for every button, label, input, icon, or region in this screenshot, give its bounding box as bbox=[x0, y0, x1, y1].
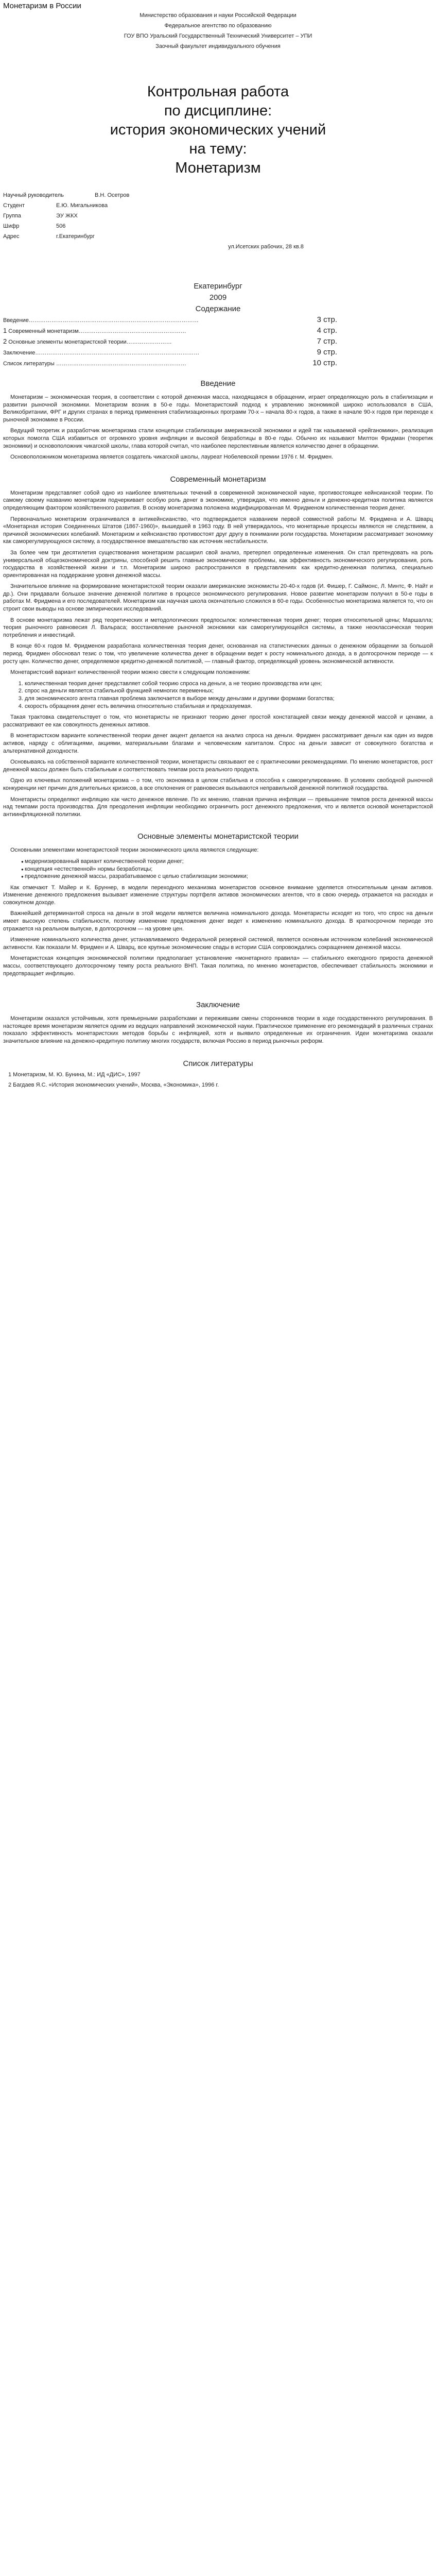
toc-row[interactable] bbox=[3, 336, 433, 347]
modern-paragraph: Монетаристы определяют инфляцию как чисто денежное явление. По их мнению, главная причина инфляции — превышение темпов роста денежной массы над темпами роста производства. Для преодоления инфляции необходимо ограничить рост денежного предложения, что и является основой монетаристской антиинфляционной политики. bbox=[3, 796, 433, 818]
toc-row[interactable] bbox=[3, 358, 433, 369]
toc-label: Заключение…………………………………………………………………………… bbox=[3, 350, 200, 356]
list-item: 3. для экономического агента главная проблема заключается в выборе между деньгами и другими формами богатства; bbox=[25, 695, 433, 703]
literature-list bbox=[0, 1070, 436, 1090]
toc-page: 10 стр. bbox=[312, 359, 337, 367]
toc-number: 1 bbox=[3, 327, 7, 334]
university-line: ГОУ ВПО Уральский Государственный Технический Университет – УПИ bbox=[124, 33, 312, 39]
agency-line: Федеральное агентство по образованию bbox=[164, 23, 272, 29]
address-line: ул.Исетских рабочих, 28 кв.8 bbox=[228, 244, 304, 250]
page-title: Монетаризм в России bbox=[3, 2, 81, 10]
list-item: 4. скорость обращения денег есть величина относительно стабильная и предсказуемая. bbox=[25, 703, 433, 710]
toc-row[interactable] bbox=[3, 326, 433, 336]
toc-label: Список литературы …………………………………………………………… bbox=[3, 361, 186, 367]
toc-label: Основные элементы монетаристской теории…………………… bbox=[8, 339, 172, 345]
list-item: 1. количественная теория денег представляет собой теорию спроса на деньги, а не теорию производства или цен; bbox=[25, 680, 433, 688]
info-value: Е.Ю. Мигальникова bbox=[56, 202, 108, 209]
info-key: Шифр bbox=[3, 223, 20, 229]
toc-number: 2 bbox=[3, 337, 7, 345]
modern-paragraph: Основываясь на собственной варианте количественной теории, монетаристы связывают ее с практическими рекомендациями. По мнению монетаристов, рост денежной массы должен быть стабильным и соответствовать темпам роста реального продукта. bbox=[3, 759, 433, 773]
info-row bbox=[3, 200, 436, 211]
list-item: • концепция «естественной» нормы безработицы; bbox=[25, 866, 433, 873]
elements-paragraph: Монетаристская концепция экономической политики предполагает установление «монетарного правила» — стабильного ежегодного прироста денежной массы, соответствующего долгосрочному темпу роста реального ВНП. Такая политика, по мнению монетаристов, обеспечивает стабильность экономики и предотвращает инфляцию. bbox=[3, 955, 433, 977]
info-value: В.Н. Осетров bbox=[95, 192, 130, 198]
section-heading-literature: Список литературы bbox=[183, 1059, 253, 1068]
modern-paragraph: За более чем три десятилетия существования монетаризм расширил свой анализ, претерпел определенные изменения. Он стал претендовать на роль универсальной общеэкономической доктрины, способной решить главные экономические проблемы, как эффективность экономического регулирования, роль государства в хозяйственной жизни и т.п. Монетаризм широко распространился в представлениях как кредитно-денежная политика, специально ориентированная на поддержание уровня денежной массы. bbox=[3, 549, 433, 579]
list-item: • предложение денежной массы, разрабатываемое с целью стабилизации экономики; bbox=[25, 873, 433, 880]
city-label: Екатеринбург bbox=[194, 282, 242, 291]
list-item: 2. спрос на деньги является стабильной функцией немногих переменных; bbox=[25, 687, 433, 695]
toc-row[interactable] bbox=[3, 315, 433, 326]
toc-row[interactable] bbox=[3, 347, 433, 358]
elements-intro: Основными элементами монетаристской теории экономического цикла являются следующие: bbox=[10, 847, 259, 854]
toc-label: Современный монетаризм………………………………………………… bbox=[8, 328, 186, 334]
table-of-contents bbox=[0, 315, 436, 369]
section-heading-elements: Основные элементы монетаристской теории bbox=[137, 832, 299, 841]
modern-paragraph: В конце 60-х годов М. Фридменом разработана количественная теория денег, основанная на статистических данных о денежном обращении за большой период. Фридмен обосновал тезис о том, что увеличение количества денег в обращении ведет к росту номинального дохода, а в долгосрочном периоде — к росту цен. Количество денег, определяемое кредитно-денежной политикой, — главный фактор, определяющий уровень экономической активности. bbox=[3, 643, 433, 665]
toc-heading: Содержание bbox=[195, 304, 241, 313]
work-title-line: история экономических учений bbox=[110, 122, 326, 138]
toc-page: 7 стр. bbox=[317, 337, 337, 346]
intro-paragraph: Ведущий теоретик и разработчик монетаризма стали концепции стабилизации американской экономики и идей так называемой «рейганомики», реализация которых помогла США избавиться от огромного уровня инфляции и высокой безработицы в 80-е годы. Обычно их называют Милтон Фридман (теоретик экономики) и основоположник чикагской школы, глава которой считал, что наиболее перспективным является количество денег в обращении. bbox=[3, 428, 433, 449]
info-row bbox=[3, 221, 436, 231]
literature-item: 1 Монетаризм, М. Ю. Бунина, М.: ИД «ДИС», 1997 bbox=[8, 1071, 141, 1078]
info-key: Адрес bbox=[3, 233, 20, 240]
modern-paragraph: В основе монетаризма лежат ряд теоретических и методологических предпосылок: количественная теория денег; теория относительной цены; Маршалла; теория рыночного равновесия Л. Вальраса; восстановление рыночной экономики как саморегулирующейся системы, а также неоклассическая теория потребления и инвестиций. bbox=[3, 617, 433, 638]
literature-item: 2 Багдаев Я.С. «История экономических учений», Москва, «Экономика», 1996 г. bbox=[8, 1081, 219, 1088]
section-heading-intro: Введение bbox=[200, 379, 236, 388]
modern-paragraph: Значительное влияние на формирование монетаристской теории оказали американские экономисты 20-40-х годов (И. Фишер, Г. Саймонс, Л. Минтс, Ф. Найт и др.). Они придавали большое значение денежной политике в процессе экономического регулирования. Новое развитие монетаризм получил в 50-е годы в работах М. Фридмена и его последователей. Монетаризм как научная школа окончательно сложился в 60-е годы. Особенностью монетаризма является то, что он строит свои выводы на основе эмпирических исследований. bbox=[3, 583, 433, 613]
conclusion-paragraph: Монетаризм оказался устойчивым, хотя премьерными разработками и пережившим смены сторонников теории в ходе государственного регулирования. В настоящее время монетаризм является одним из ведущих направлений экономической науки. Практическое применение его рекомендаций в различных странах показало эффективность монетаристских методов борьбы с инфляцией, хотя и выявило определенные их ограничения. Идеи монетаризма оказали значительное влияние на денежно-кредитную политику многих государств, включая Россию в период рыночных реформ. bbox=[3, 1015, 433, 1044]
list-item: • модернизированный вариант количественной теории денег; bbox=[25, 858, 433, 866]
info-value: г.Екатеринбург bbox=[56, 233, 95, 240]
toc-page: 4 стр. bbox=[317, 326, 337, 335]
ministry-line: Министерство образования и науки Российской Федерации bbox=[139, 12, 297, 19]
info-key: Группа bbox=[3, 213, 21, 219]
info-value: 506 bbox=[56, 223, 66, 229]
intro-paragraph: Основоположником монетаризма является создатель чикагской школы, лауреат Нобелевской премии 1976 г. М. Фридмен. bbox=[10, 454, 334, 461]
info-key: Студент bbox=[3, 202, 25, 209]
work-title-line: Монетаризм bbox=[175, 160, 261, 176]
modern-paragraph: Первоначально монетаризм ограничивался в антикейнсианство, что подтверждается названием первой совместной работы М. Фридмена и А. Шварц «Монетарная история Соединенных Штатов (1867-1960)», вышедшей в 1963 году. В ней утверждалось, что монетарные процессы являются не следствием, а причиной экономических колебаний. Монетаризм и кейнсианство противостоят друг другу в понимании роли государства. Монетаризм рассматривает экономику как саморегулирующуюся систему, а государственное вмешательство как источник нестабильности. bbox=[3, 516, 433, 545]
info-row bbox=[3, 190, 436, 200]
elements-list bbox=[0, 858, 436, 880]
modern-paragraph: Такая трактовка свидетельствует о том, что монетаристы не признают теорию денег простой констатацией связи между денежной массой и ценами, а рассматривают ее как совокупность денежных активов. bbox=[3, 714, 433, 728]
elements-paragraph: Важнейшей детерминантой спроса на деньги в этой модели является величина номинального дохода. Монетаристы исходят из того, что спрос на деньги имеет высокую степень стабильности, поэтому изменение предложения денег ведет к изменению номинального дохода. В краткосрочном периоде это отражается на реальном выпуске, в долгосрочном — на уровне цен. bbox=[3, 910, 433, 932]
year-label: 2009 bbox=[209, 293, 227, 302]
modern-paragraph: Одно из ключевых положений монетаризма – о том, что экономика в целом стабильна и способна к саморегулированию. В условиях свободной рыночной конкуренции нет причин для длительных кризисов, а все отклонения от равновесия вызываются неправильной денежной политикой государства. bbox=[3, 777, 433, 791]
work-title-line: на тему: bbox=[189, 141, 247, 157]
elements-paragraph: Изменение номинального количества денег, устанавливаемого Федеральной резервной системой, является основным источником колебаний экономической активности. Как показали М. Фридмен и А. Шварц, все крупные экономические спады в истории США сопровождались сокращением денежной массы. bbox=[3, 937, 433, 951]
author-info bbox=[0, 190, 436, 252]
faculty-line: Заочный факультет индивидуального обучения bbox=[155, 43, 281, 49]
modern-paragraph: В монетаристском варианте количественной теории денег акцент делается на анализ спроса на деньги. Фридмен рассматривает деньги как один из видов активов, наряду с облигациями, акциями, материальными благами и человеческим капиталом. Спрос на деньги зависит от совокупного богатства и альтернативной доходности. bbox=[3, 733, 433, 754]
work-title-block bbox=[0, 82, 436, 178]
intro-paragraph: Монетаризм – экономическая теория, в соответствии с которой денежная масса, находящаяся в обращении, играет определяющую роль в стабилизации и развитии рыночной экономики. Монетаризм возник в 50-е годы. Монетаристский подход к управлению экономикой широко использовался в США, Великобритании, ФРГ и других странах в период применения стабилизационных программ 70-х – начала 80-х годов, а также в начале 90-х годов при переходе к рыночной экономике в России. bbox=[3, 394, 433, 423]
modern-paragraph: Монетаристский вариант количественной теории можно свести к следующим положениям: bbox=[10, 669, 251, 676]
work-title-line: по дисциплине: bbox=[164, 103, 272, 119]
toc-label: Введение……………………………………………………………………………… bbox=[3, 317, 199, 324]
front-header bbox=[0, 10, 436, 52]
toc-page: 9 стр. bbox=[317, 348, 337, 357]
info-key: Научный руководитель bbox=[3, 192, 64, 198]
info-row bbox=[3, 231, 436, 242]
section-heading-conclusion: Заключение bbox=[196, 1001, 240, 1010]
elements-paragraph: Как отмечают Т. Майер и К. Бруннер, в модели переходного механизма монетаристов основное внимание уделяется относительным ценам активов. Изменение денежного предложения вызывает изменение структуры портфеля активов экономических агентов, что в свою очередь отражается на расходах и совокупном доходе. bbox=[3, 884, 433, 906]
document-page bbox=[0, 0, 436, 1090]
toc-page: 3 стр. bbox=[317, 315, 337, 324]
work-title-line: Контрольная работа bbox=[147, 83, 289, 100]
theory-positions-list bbox=[0, 680, 436, 710]
info-value: ЭУ ЖКХ bbox=[56, 213, 78, 219]
section-heading-modern: Современный монетаризм bbox=[170, 474, 266, 484]
info-row bbox=[3, 211, 436, 221]
modern-paragraph: Монетаризм представляет собой одно из наиболее влиятельных течений в современной экономической науке, противостоящее кейнсианской теории. По самому своему названию монетаризм подчеркивает особую роль денег в экономике, утверждая, что именно деньги и денежно-кредитная политика являются определяющим фактором хозяйственного развития. В основу монетаризма положена модифицированная М. Фридменом количественная теория денег. bbox=[3, 489, 433, 511]
